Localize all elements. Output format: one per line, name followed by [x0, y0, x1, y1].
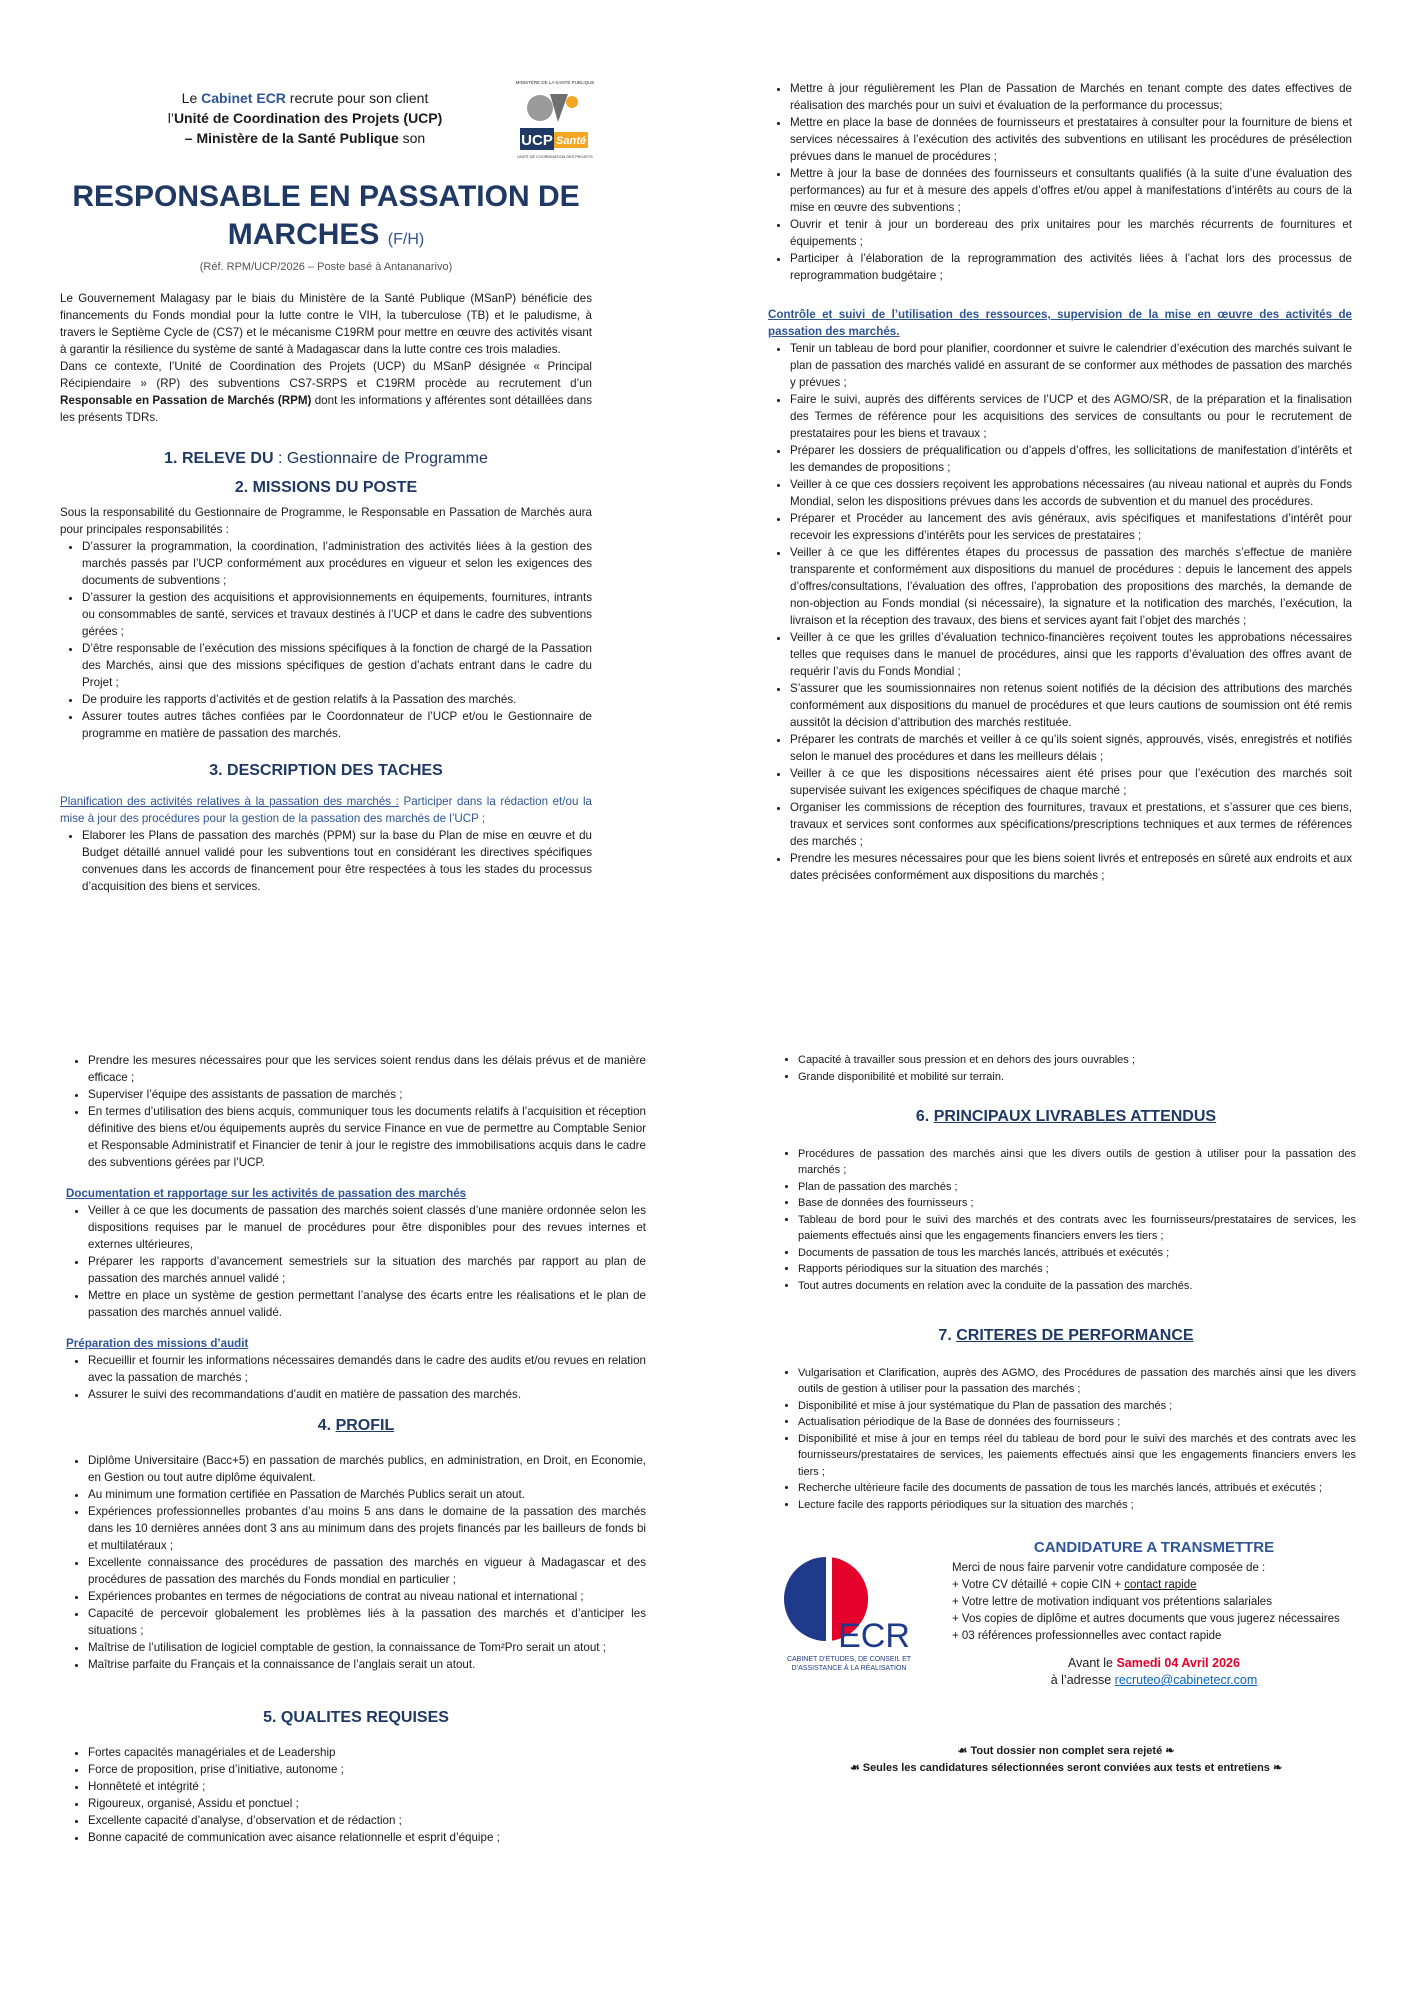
ucp-logo-bottom-text: UNITÉ DE COORDINATION DES PROJETS: [517, 155, 593, 159]
list-item: • Préparer et Procéder au lancement des avis généraux, avis spécifiques et manifestations d’intérêt pour recevoir les expressions d’intérêts pour les services de prestataires ;: [790, 510, 1352, 544]
list-item: • Actualisation périodique de la Base de données des fournisseurs ;: [798, 1414, 1356, 1431]
contact-rapide-text: contact rapide: [1124, 1579, 1197, 1591]
company-name: Cabinet ECR: [201, 90, 286, 106]
list-item: • Lecture facile des rapports périodiques sur la situation des marchés ;: [798, 1497, 1356, 1514]
criteres-list: [776, 1365, 1356, 1514]
list-item: • Expériences probantes en termes de négociations de contrat au niveau national et international ;: [88, 1588, 646, 1605]
list-item: • S’assurer que les soumissionnaires non retenus soient notifiés de la décision des attributions des marchés conformément aux dispositions du manuel de procédures et que leurs cautions de soumission ont été remis aussitôt la décision d’attribution des marchés restituée.: [790, 680, 1352, 731]
list-item: • Tableau de bord pour le suivi des marchés et des contrats avec les fournisseurs/prestataires de services, les paiements effectués ainsi que les engagements financiers envers les tiers ;: [798, 1212, 1356, 1245]
planification-paragraph: [60, 793, 592, 827]
list-item: • Tenir un tableau de bord pour planifier, coordonner et suivre le calendrier d’exécution des marchés suivant le plan de passation des marchés validé en assurant de se conformer aux méthodes de passation des marchés y prévues ;: [790, 340, 1352, 391]
list-item: • D’assurer la gestion des acquisitions et approvisionnements en équipements, fournitures, intrants ou consommables de santé, services et travaux destinés à l’UCP et dans le cadre des subventions gérées ;: [82, 589, 592, 640]
note-incomplete: ☙ Tout dossier non complet sera rejeté ❧: [957, 1745, 1175, 1757]
livrables-title: PRINCIPAUX LIVRABLES ATTENDUS: [933, 1108, 1217, 1125]
list-item: • Rigoureux, organisé, Assidu et ponctuel ;: [88, 1795, 646, 1812]
profil-num: 4.: [317, 1417, 336, 1434]
list-item: • Vulgarisation et Clarification, auprès des AGMO, des Procédures de passation des marchés ainsi que les divers outils de gestion à utiliser pour la passation des marchés ;: [798, 1365, 1356, 1398]
planification-list-part2: [768, 80, 1352, 284]
ucp-logo-ucp-text: UCP: [521, 132, 553, 149]
profil-heading: [66, 1417, 646, 1434]
job-title-line1: RESPONSABLE EN PASSATION DE: [72, 180, 580, 213]
ecr-logo-text: ECR: [838, 1617, 910, 1655]
documentation-heading: Documentation et rapportage sur les activités de passation des marchés: [66, 1187, 467, 1200]
criteres-num: 7.: [938, 1327, 957, 1344]
deadline: [952, 1655, 1356, 1672]
list-item: • Force de proposition, prise d’initiative, autonome ;: [88, 1761, 646, 1778]
list-item: • Diplôme Universitaire (Bacc+5) en passation de marchés publics, en administration, en Droit, en Economie, en Gestion ou tout autre diplôme équivalent.: [88, 1452, 646, 1486]
criteres-heading: [776, 1328, 1356, 1345]
page1-left-column: [60, 80, 595, 895]
list-item: • Mettre en place la base de données de fournisseurs et prestataires à consulter pour la fourniture de biens et services nécessaires à l’exécution des activités des subventions en utilisant les procédures de présélection prévues dans le manuel de procédures ;: [790, 114, 1352, 165]
planification-list-part1: [60, 827, 592, 895]
list-item: • Excellente capacité d’analyse, d’observation et de rédaction ;: [88, 1812, 646, 1829]
releve-label: 1. RELEVE DU: [164, 450, 274, 467]
list-item: • Au minimum une formation certifiée en Passation de Marchés Publics serait un atout.: [88, 1486, 646, 1503]
ucp-sante-logo: [510, 76, 600, 166]
page1-right-column: [768, 80, 1352, 884]
candidature-item-cv: [952, 1577, 1356, 1594]
list-item: • De produire les rapports d’activités et de gestion relatifs à la Passation des marchés.: [82, 691, 592, 708]
list-item: • Maîtrise de l’utilisation de logiciel comptable de gestion, la connaissance de Tom²Pro serait un atout ;: [88, 1639, 646, 1656]
candidature-block: [776, 1539, 1356, 1739]
list-item: • Procédures de passation des marchés ainsi que les divers outils de gestion à utiliser pour la passation des marchés ;: [798, 1146, 1356, 1179]
list-item: • Recherche ultérieure facile des documents de passation de tous les marchés lancés, attribués et exécutés ;: [798, 1480, 1356, 1497]
missions-heading: 2. MISSIONS DU POSTE: [234, 479, 418, 496]
candidature-title: CANDIDATURE A TRANSMETTRE: [1033, 1539, 1275, 1556]
list-item: • Assurer toutes autres tâches confiées par le Coordonnateur de l’UCP et/ou le Gestionnaire de programme en matière de passation des marchés.: [82, 708, 592, 742]
list-item: • Veiller à ce que les grilles d’évaluation technico-financières reçoivent toutes les approbations nécessaires telles que requises dans le manuel de procédures, ainsi que les rapports d’évaluation des offres avant de requérir l’avis du Fonds Mondial ;: [790, 629, 1352, 680]
ucp-logo-top-text: MINISTÈRE DE LA SANTÉ PUBLIQUE: [515, 80, 595, 85]
list-item: • Veiller à ce que ces dossiers reçoivent les approbations nécessaires (au niveau national et auprès du Fonds Mondial, selon les dispositions prévues dans les accords de subvention et du manuel des procédures.: [790, 476, 1352, 510]
page2-left-column: [66, 1052, 646, 1846]
controle-list-part2: [66, 1052, 646, 1171]
intro-p2-pre: Dans ce contexte, l’Unité de Coordination des Projets (UCP) du MSanP désignée « Principal Récipiendaire » (RP) des subventions CS7-SRPS et C19RM procède au recrutement d’un: [60, 360, 592, 390]
header-line2-pre: l’: [167, 110, 174, 126]
livrables-list: [776, 1146, 1356, 1295]
candidature-item: + Vos copies de diplôme et autres documents que vous jugerez nécessaires: [952, 1613, 1340, 1625]
list-item: • Disponibilité et mise à jour en temps réel du tableau de bord pour le suivi des marchés et des contrats avec les fournisseurs/prestataires de services, les paiements effectués ainsi que les engagements financiers envers les tiers ;: [798, 1431, 1356, 1481]
list-item: • Elaborer les Plans de passation des marchés (PPM) sur la base du Plan de mise en œuvre et du Budget détaillé annuel validé pour les subventions tout en considérant les directives spécifiques convenues dans les accords de financement pour être respectées à tous les stades du processus d’acquisition des biens et services.: [82, 827, 592, 895]
list-item: • Veiller à ce que les différentes étapes du processus de passation des marchés s’effectue de manière transparente et conformément aux dispositions du manuel de procédures : depuis le lancement des appels d’offres/consultations, l’évaluation des offres, l’approbation des propositions des marchés, la demande de non-objection au Fonds mondial (si nécessaire), la signature et la notification des marchés, l’exécution, la livraison et la réception des travaux, des biens et services ayant fait l’objet des marchés ;: [790, 544, 1352, 629]
list-item: • Veiller à ce que les dispositions nécessaires aient été prises pour que l’exécution des marchés soit supervisée suivant les exigences spécifiques de chaque marché ;: [790, 765, 1352, 799]
intro-paragraph-2: [60, 358, 592, 426]
documentation-list: [66, 1202, 646, 1321]
list-item: • Organiser les commissions de réception des fournitures, travaux et prestations, et s’assurer que ces biens, travaux et services sont conformes aux spécifications/prescriptions techniques et aux termes de références des marchés ;: [790, 799, 1352, 850]
profil-title: PROFIL: [335, 1417, 395, 1434]
address: [952, 1672, 1356, 1689]
list-item: • Superviser l’équipe des assistants de passation de marchés ;: [88, 1086, 646, 1103]
criteres-title: CRITERES DE PERFORMANCE: [956, 1327, 1194, 1344]
list-item: • Fortes capacités managériales et de Leadership: [88, 1744, 646, 1761]
list-item: • Ouvrir et tenir à jour un bordereau des prix unitaires pour les marchés récurrents de fournitures et équipements ;: [790, 216, 1352, 250]
list-item: • Excellente connaissance des procédures de passation des marchés en vigueur à Madagascar et des procédures de passation des marchés du Fonds mondial en particulier ;: [88, 1554, 646, 1588]
list-item: • Mettre à jour la base de données des fournisseurs et consultants qualifiés (à la suite d’une évaluation des performances) au fur et à mesure des appels d’offres et/ou appel à manifestations d’intérêts au cours de la mise en œuvre des subventions ;: [790, 165, 1352, 216]
list-item: • Honnêteté et intégrité ;: [88, 1778, 646, 1795]
candidature-item: + Votre lettre de motivation indiquant vos prétentions salariales: [952, 1596, 1272, 1608]
list-item: • D’assurer la programmation, la coordination, l’administration des activités liées à la gestion des marchés passés par l’UCP conformément aux procédures en vigueur et selon les exigences des documents de subventions ;: [82, 538, 592, 589]
list-item: • Recueillir et fournir les informations nécessaires demandés dans le cadre des audits et/ou revues en relation avec la passation de marchés ;: [88, 1352, 646, 1386]
planification-rest: Participer dans la rédaction et/ou la mise à jour des procédures pour la gestion de la passation des marchés de l’UCP ;: [60, 795, 592, 825]
list-item: • Prendre les mesures nécessaires pour que les services soient rendus dans les délais prévus et de manière efficace ;: [88, 1052, 646, 1086]
missions-intro: Sous la responsabilité du Gestionnaire de Programme, le Responsable en Passation de Marchés aura pour principales responsabilités :: [60, 506, 592, 536]
releve-value: : Gestionnaire de Programme: [273, 450, 488, 467]
candidature-notes: [776, 1743, 1356, 1777]
audit-heading: Préparation des missions d’audit: [66, 1337, 249, 1350]
list-item: • Mettre en place un système de gestion permettant l’analyse des écarts entre les réalisations et le plan de passation des marchés annuel validé.: [88, 1287, 646, 1321]
list-item: • D’être responsable de l’exécution des missions spécifiques à la fonction de chargé de la Passation des Marchés, ainsi que des missions spécifiques de gestion d’achats entrant dans le cadre du Projet ;: [82, 640, 592, 691]
list-item: • Capacité de percevoir globalement les problèmes liés à la passation des marchés et d’anticiper les situations ;: [88, 1605, 646, 1639]
page2-right-column: [776, 1052, 1356, 1777]
list-item: • Tout autres documents en relation avec la conduite de la passation des marchés.: [798, 1278, 1356, 1295]
header-line1-post: recrute pour son client: [285, 90, 429, 106]
list-item: • Capacité à travailler sous pression et en dehors des jours ouvrables ;: [798, 1052, 1356, 1069]
profil-list: [66, 1452, 646, 1673]
deadline-date: Samedi 04 Avril 2026: [1116, 1656, 1240, 1670]
list-item: • Participer à l’élaboration de la reprogrammation des activités liées à l’achat lors des processus de reprogrammation budgétaire ;: [790, 250, 1352, 284]
header-line3-post: son: [398, 130, 426, 146]
email-link[interactable]: recruteo@cabinetecr.com: [1114, 1673, 1258, 1687]
taches-heading: 3. DESCRIPTION DES TACHES: [209, 762, 443, 779]
list-item: • Grande disponibilité et mobilité sur terrain.: [798, 1069, 1356, 1086]
intro-p2-bold: Responsable en Passation de Marchés (RPM): [60, 394, 312, 407]
job-title-line2: MARCHES: [227, 218, 380, 251]
candidature-item-cv-text: + Votre CV détaillé + copie CIN +: [952, 1579, 1125, 1591]
header-line1-pre: Le: [181, 90, 202, 106]
list-item: • Base de données des fournisseurs ;: [798, 1195, 1356, 1212]
planification-heading: Planification des activités relatives à la passation des marchés :: [60, 795, 399, 808]
list-item: • Plan de passation des marchés ;: [798, 1179, 1356, 1196]
list-item: • Documents de passation de tous les marchés lancés, attribués et exécutés ;: [798, 1245, 1356, 1262]
header: [60, 80, 595, 166]
ecr-logo-caption: CABINET D’ÉTUDES, DE CONSEIL ET D’ASSISTANCE À LA RÉALISATION: [786, 1656, 912, 1672]
job-title: [60, 178, 592, 259]
candidature-body: [952, 1539, 1356, 1689]
controle-heading: Contrôle et suivi de l’utilisation des ressources, supervision de la mise en œuvre des activités de passation des marchés.: [768, 308, 1352, 338]
note-selection: ☙ Seules les candidatures sélectionnées seront conviées aux tests et entretiens ❧: [849, 1762, 1283, 1774]
releve-du: [60, 450, 592, 467]
qualites-list-part2: [776, 1052, 1356, 1085]
candidature-item: + 03 références professionnelles avec contact rapide: [952, 1630, 1222, 1642]
list-item: • Rapports périodiques sur la situation des marchés ;: [798, 1261, 1356, 1278]
qualites-list-part1: [66, 1744, 646, 1846]
ucp-logo-sante-text: Santé: [556, 135, 586, 147]
header-text: [130, 88, 480, 148]
address-pre: à l’adresse: [1050, 1673, 1115, 1687]
list-item: • Expériences professionnelles probantes d’au moins 5 ans dans le domaine de la passation des marchés dans les 10 dernières années dont 3 ans au minimum dans des projets financés par les bailleurs de fonds bi et multilatéraux ;: [88, 1503, 646, 1554]
ministry-name: – Ministère de la Santé Publique: [184, 130, 399, 146]
list-item: • Prendre les mesures nécessaires pour que les biens soient livrés et entreposés en sûreté aux endroits et aux dates précisées conformément aux dispositions du marchés ;: [790, 850, 1352, 884]
list-item: • Bonne capacité de communication avec aisance relationnelle et esprit d’équipe ;: [88, 1829, 646, 1846]
livrables-num: 6.: [915, 1108, 934, 1125]
candidature-intro: Merci de nous faire parvenir votre candidature composée de :: [952, 1562, 1266, 1574]
intro-p2-post: dont les informations y afférentes sont détaillées dans les présents TDRs.: [60, 394, 593, 424]
deadline-pre: Avant le: [1068, 1656, 1117, 1670]
list-item: • Disponibilité et mise à jour systématique du Plan de passation des marchés ;: [798, 1398, 1356, 1415]
controle-list-part1: [768, 340, 1352, 884]
list-item: • Assurer le suivi des recommandations d’audit en matière de passation des marchés.: [88, 1386, 646, 1403]
list-item: • Préparer les rapports d’avancement semestriels sur la situation des marchés par rapport au plan de passation des marchés annuel validé ;: [88, 1253, 646, 1287]
list-item: • Faire le suivi, auprès des différents services de l’UCP et des AGMO/SR, de la préparation et la finalisation des Termes de référence pour les acquisitions des services de consultants ou pour le recrutement de prestataires pour les biens et travaux ;: [790, 391, 1352, 442]
intro-paragraph-1: Le Gouvernement Malagasy par le biais du Ministère de la Santé Publique (MSanP) bénéficie des financements du Fonds mondial pour la lutte contre le VIH, la tuberculose (TB) et le paludisme, à travers le Septième Cycle de (CS7) et le mécanisme C19RM pour mettre en œuvre des activités visant à garantir la résilience du système de santé à Madagascar dans la lutte contre ces trois maladies.: [60, 292, 592, 356]
client-name: Unité de Coordination des Projets (UCP): [173, 110, 443, 126]
job-reference: (Réf. RPM/UCP/2026 – Poste basé à Antananarivo): [199, 261, 453, 273]
list-item: • Préparer les contrats de marchés et veiller à ce qu’ils soient signés, approuvés, visés, enregistrés et notifiés selon le manuel des procédures et dans les meilleurs délais ;: [790, 731, 1352, 765]
audit-list: [66, 1352, 646, 1403]
ecr-logo: [776, 1547, 922, 1697]
job-title-gender: (F/H): [387, 231, 425, 248]
livrables-heading: [776, 1109, 1356, 1126]
list-item: • Préparer les dossiers de préqualification ou d’appels d’offres, les sollicitations de manifestation d’intérêts et les demandes de propositions ;: [790, 442, 1352, 476]
list-item: • Maîtrise parfaite du Français et la connaissance de l’anglais serait un atout.: [88, 1656, 646, 1673]
missions-list: [60, 538, 592, 742]
list-item: • Veiller à ce que les documents de passation des marchés soient classés d’une manière ordonnée selon les dispositions requises par le manuel de procédures pour être disponibles pour des revues internes et externes ultérieures,: [88, 1202, 646, 1253]
list-item: • En termes d’utilisation des biens acquis, communiquer tous les documents relatifs à l’acquisition et réception définitive des biens et/ou équipements auprès du service Finance en vue de permettre au Comptable Senior et Responsable Administratif et Financier de tenir à jour le registre des immobilisations acquis dans le cadre des subventions gérées par l’UCP.: [88, 1103, 646, 1171]
list-item: • Mettre à jour régulièrement les Plan de Passation de Marchés en tenant compte des dates effectives de réalisation des marchés pour un suivi et évaluation de la performance du processus;: [790, 80, 1352, 114]
qualites-heading: 5. QUALITES REQUISES: [263, 1709, 449, 1726]
